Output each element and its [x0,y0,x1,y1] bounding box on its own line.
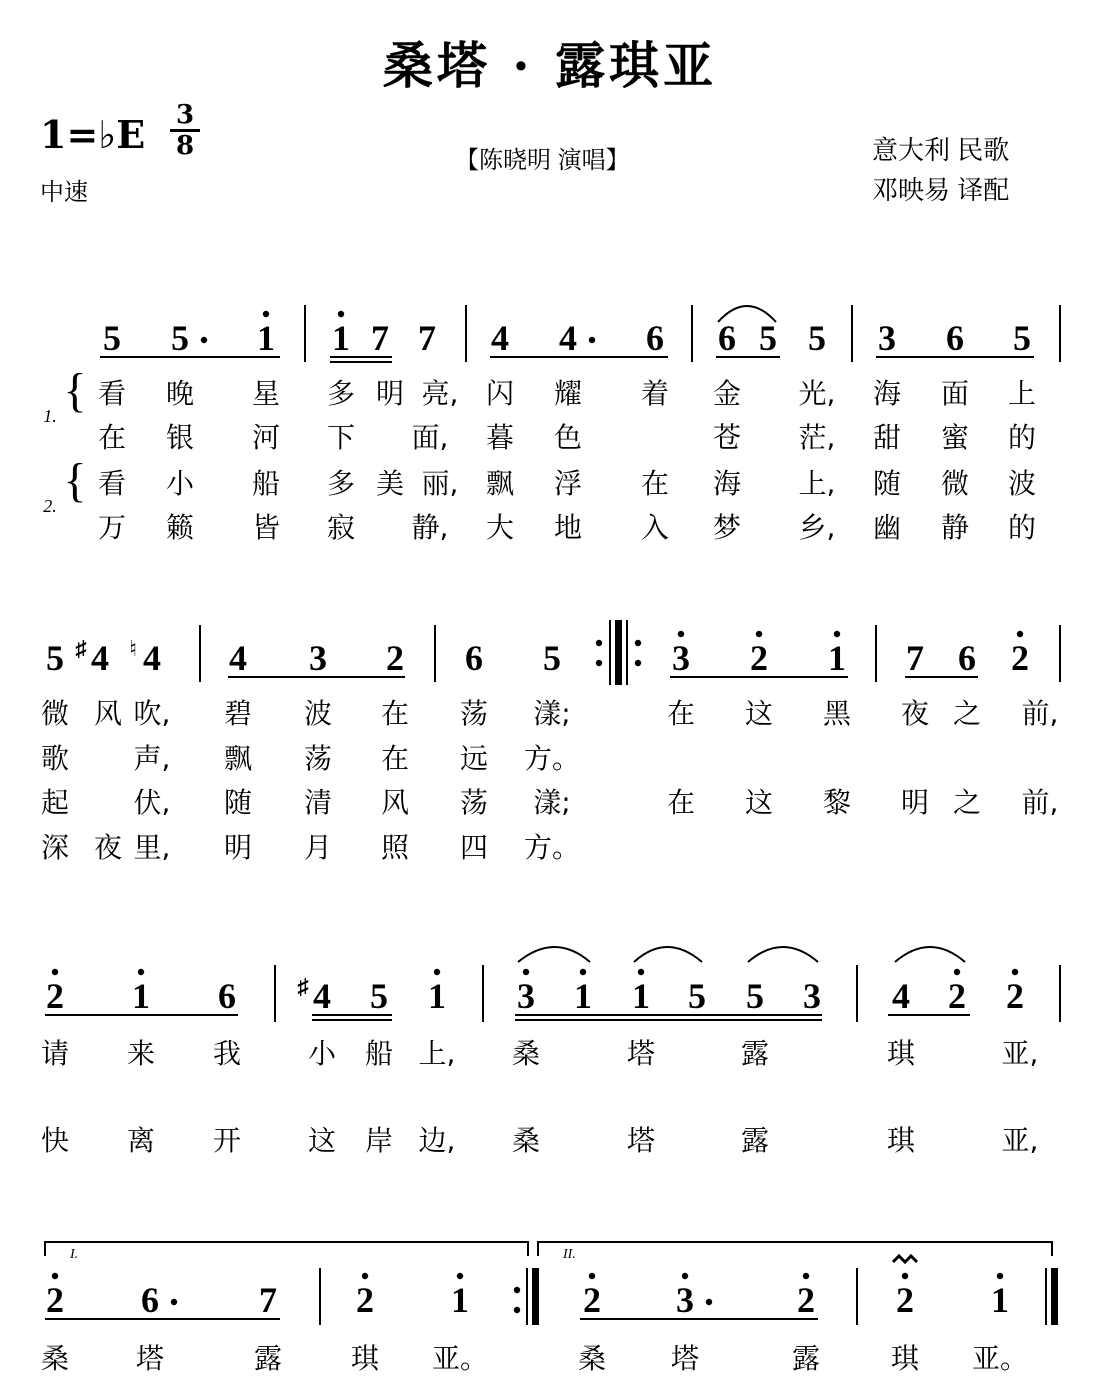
line1-note-2: 1 [257,318,275,358]
line2-note-8-high: 3 [672,638,690,678]
line3-lyric-v0-8: 露 [740,1037,770,1070]
line3-note-11: 3 [803,976,821,1016]
line3-lyric-v0-7: 塔 [626,1037,656,1070]
line4-note-7-high-high-dot [803,1273,809,1279]
tempo-marking: 中速 [40,179,88,206]
line1-note-1-aug-dot [201,337,207,343]
line2-note-13-high-high-dot [1017,631,1023,637]
line1-note-9: 6 [718,318,736,358]
line4-note-5-high-high-dot [589,1273,595,1279]
line1-note-5: 7 [418,318,436,358]
line3-lyric-v1-0: 快 [40,1124,70,1157]
line2-note-5: 2 [386,638,404,678]
line1-lyric-v3-7: 入 [640,511,670,544]
verse-2-label: 2. [43,496,57,516]
line1-lyric-v0-5: 亮, [421,377,459,410]
line3-note-14-high-high-dot [1012,969,1018,975]
line2-note-12: 6 [958,638,976,678]
line2-lyric-v0-12: 之 [952,697,982,730]
line1-lyric-v0-9: 金 [712,377,742,410]
ending-1-label: I. [70,1247,79,1262]
line3-note-0-high-high-dot [52,969,58,975]
line3-note-4: 5 [370,976,388,1016]
line4-note-7-high: 2 [797,1280,815,1320]
line2-lyric-v2-6: 漾; [533,786,571,819]
line2-note-1: 4 [91,638,109,678]
line4-lyric-1: 塔 [135,1342,165,1375]
line3-note-8-high: 1 [632,976,650,1016]
line1-lyric-v2-6: 飘 [485,467,515,500]
line2-lyric-v0-8: 在 [666,697,696,730]
line4-note-8-high-high-dot [902,1273,908,1279]
line3-tie-1 [518,947,590,962]
line3-note-9: 5 [688,976,706,1016]
line3-note-1-high-high-dot [138,969,144,975]
line1-lyric-v0-3: 多 [326,377,356,410]
line2-repeat-dot-3 [635,640,641,646]
line3-note-3-accidental: ♯ [297,974,309,999]
line2-lyric-v2-11: 之 [952,786,982,819]
origin-credit: 意大利 民歌 [872,135,1010,165]
line4-repeat-dot-1 [514,1287,520,1293]
line2-lyric-v1-0: 歌 [40,742,70,775]
line4-lyric-2: 露 [253,1342,283,1375]
line1-note-12: 3 [878,318,896,358]
line3-tie-3 [748,947,818,962]
line2-lyric-v2-9: 黎 [822,786,852,819]
line1-lyric-v3-3: 寂 [326,511,356,544]
line1-lyric-v2-10: 上, [798,467,836,500]
line2-lyric-v1-3: 荡 [303,742,333,775]
line1-lyric-v2-13: 波 [1007,467,1037,500]
line1-lyric-v1-6: 色 [553,421,583,454]
line2-lyric-v2-7: 在 [666,786,696,819]
line3-note-5-high: 1 [428,976,446,1016]
line2-lyric-v2-1: 伏, [133,786,171,819]
line3-note-12: 4 [892,976,910,1016]
line1-lyric-v3-4: 静, [411,511,449,544]
line3-tie-4 [895,947,965,962]
line1-lyric-v3-5: 大 [485,511,515,544]
line4-note-6-high-high-dot [682,1273,688,1279]
line4-note-0-high: 2 [46,1280,64,1320]
line4-lyric-3: 琪 [350,1342,380,1375]
line1-lyric-v2-1: 小 [165,467,195,500]
line2-lyric-v3-6: 四 [459,831,489,864]
line2-note-6: 6 [465,638,483,678]
line3-tie-2 [634,947,702,962]
line3-note-14-high: 2 [1006,976,1024,1016]
line1-lyric-v2-5: 丽, [421,467,459,500]
line4-note-4-high-high-dot [457,1273,463,1279]
line1-lyric-v1-3: 下 [326,421,356,454]
time-signature-numerator: 3 [175,100,195,130]
line3-lyric-v1-3: 这 [307,1124,337,1157]
line2-note-9-high: 2 [750,638,768,678]
line1-lyric-v0-0: 看 [97,377,127,410]
line2-lyric-v0-9: 这 [744,697,774,730]
line2-lyric-v2-5: 荡 [459,786,489,819]
line1-lyric-v0-6: 闪 [485,377,515,410]
line2-lyric-v2-3: 清 [303,786,333,819]
line1-lyric-v1-5: 暮 [485,421,515,454]
line2-lyric-v0-3: 碧 [223,697,253,730]
line3-lyric-v0-4: 船 [364,1037,394,1070]
line1-lyric-v2-9: 海 [712,467,742,500]
line1-lyric-v1-4: 面, [411,421,449,454]
line1-note-11: 5 [808,318,826,358]
line3-note-0-high: 2 [46,976,64,1016]
line2-lyric-v0-6: 荡 [459,697,489,730]
ending-2-label: II. [563,1247,576,1262]
line3-lyric-v1-5: 边, [418,1124,456,1157]
line4-final-thick [1051,1268,1058,1325]
line4-ornament [893,1256,917,1262]
line2-lyric-v2-8: 这 [744,786,774,819]
line3-lyric-v0-6: 桑 [511,1037,541,1070]
line2-note-2: 4 [143,638,161,678]
line4-note-5-high: 2 [583,1280,601,1320]
line2-lyric-v2-4: 风 [380,786,410,819]
line1-lyric-v1-1: 银 [165,421,195,454]
line2-repeat-dot-2 [596,660,602,666]
line1-note-0: 5 [103,318,121,358]
line2-note-4: 3 [309,638,327,678]
line4-note-3-high: 2 [356,1280,374,1320]
line3-lyric-v0-10: 亚, [1001,1037,1039,1070]
line1-lyric-v0-12: 面 [940,377,970,410]
line4-lyric-5: 桑 [577,1342,607,1375]
line3-note-8-high-high-dot [638,969,644,975]
line3-note-7-high-high-dot [580,969,586,975]
line1-lyric-v3-0: 万 [97,511,127,544]
line1-lyric-v2-2: 船 [251,467,281,500]
line3-lyric-v0-0: 请 [40,1037,70,1070]
line1-note-1: 5 [171,318,189,358]
song-title: 桑塔 · 露琪亚 [382,36,718,95]
line2-lyric-v2-10: 明 [900,786,930,819]
line1-lyric-v1-0: 在 [97,421,127,454]
line1-lyric-v3-9: 乡, [798,511,836,544]
line2-note-8-high-high-dot [678,631,684,637]
line1-lyric-v3-2: 皆 [251,511,281,544]
line4-lyric-6: 塔 [670,1342,700,1375]
line1-lyric-v3-10: 幽 [872,511,902,544]
line1-lyric-v3-1: 籁 [165,511,195,544]
line2-lyric-v3-1: 夜 [93,831,123,864]
line4-lyric-8: 琪 [890,1342,920,1375]
line3-lyric-v1-10: 亚, [1001,1124,1039,1157]
line3-lyric-v0-9: 琪 [886,1037,916,1070]
line1-lyric-v2-12: 微 [940,467,970,500]
line1-lyric-v0-1: 晚 [165,377,195,410]
line2-lyric-v3-5: 照 [380,831,410,864]
line2-repeat-dot-4 [635,660,641,666]
line1-note-3: 1 [332,318,350,358]
line2-repeat-thick [615,620,622,685]
line1-note-4: 7 [371,318,389,358]
line3-lyric-v0-2: 我 [212,1037,242,1070]
line3-lyric-v1-7: 塔 [626,1124,656,1157]
line1-note-10: 5 [759,318,777,358]
line1-lyric-v1-2: 河 [251,421,281,454]
line2-note-10-high-high-dot [834,631,840,637]
line1-lyric-v2-3: 多 [326,467,356,500]
line2-note-7: 5 [543,638,561,678]
line2-lyric-v0-7: 漾; [533,697,571,730]
line3-lyric-v0-1: 来 [126,1037,156,1070]
line4-note-6-high: 3 [676,1280,694,1320]
line1-lyric-v1-11: 的 [1007,421,1037,454]
line3-lyric-v1-8: 露 [740,1124,770,1157]
line1-lyric-v2-11: 随 [872,467,902,500]
line3-note-1-high: 1 [132,976,150,1016]
line4-note-1-aug-dot [171,1299,177,1305]
line3-lyric-v1-4: 岸 [364,1124,394,1157]
line2-lyric-v1-1: 声, [133,742,171,775]
line1-note-3-high-dot [338,311,344,317]
line1-note-8: 6 [646,318,664,358]
line4-note-8-high: 2 [896,1280,914,1320]
line1-lyric-v3-6: 地 [553,511,583,544]
key-signature-text: 1=♭E [40,112,146,157]
ending-2-bracket [538,1242,1052,1256]
line4-note-3-high-high-dot [362,1273,368,1279]
line3-lyric-v1-9: 琪 [886,1124,916,1157]
line1-lyric-v3-8: 梦 [712,511,742,544]
line1-note-7-aug-dot [589,337,595,343]
line4-repeat-thick [532,1268,539,1325]
ending-1-bracket [45,1242,528,1256]
line1-lyric-v0-11: 海 [872,377,902,410]
verse-1-brace: { [63,364,87,417]
line1-lyric-v2-4: 美 [375,467,405,500]
line1-note-13: 6 [946,318,964,358]
line2-lyric-v1-5: 远 [459,742,489,775]
line3-note-3: 4 [313,976,331,1016]
line2-lyric-v0-11: 夜 [900,697,930,730]
line2-lyric-v0-0: 微 [40,697,70,730]
line2-note-2-accidental: ♮ [129,636,137,661]
line2-lyric-v0-1: 风 [93,697,123,730]
arranger-credit: 邓映易 译配 [872,175,1010,205]
line4-note-9-high-high-dot [997,1273,1003,1279]
line1-lyric-v3-12: 的 [1007,511,1037,544]
line2-lyric-v0-5: 在 [380,697,410,730]
line2-note-1-accidental: ♯ [75,636,87,661]
line1-note-6: 4 [491,318,509,358]
line2-lyric-v2-2: 随 [223,786,253,819]
line2-note-13-high: 2 [1011,638,1029,678]
line1-note-2-high-dot [263,311,269,317]
line3-note-10: 5 [746,976,764,1016]
line1-lyric-v1-10: 蜜 [940,421,970,454]
line3-note-13-high-high-dot [954,969,960,975]
line2-lyric-v2-12: 前, [1021,786,1059,819]
line1-lyric-v0-13: 上 [1007,377,1037,410]
line2-note-9-high-high-dot [756,631,762,637]
line3-note-6-high-high-dot [523,969,529,975]
line3-note-13-high: 2 [948,976,966,1016]
line2-lyric-v1-4: 在 [380,742,410,775]
line1-lyric-v0-7: 耀 [553,377,583,410]
time-signature-denominator: 8 [175,131,195,161]
line1-lyric-v1-7: 苍 [712,421,742,454]
line1-lyric-v0-10: 光, [798,377,836,410]
line1-lyric-v1-8: 茫, [798,421,836,454]
line1-note-7: 4 [559,318,577,358]
line2-lyric-v1-2: 飘 [223,742,253,775]
line2-lyric-v3-0: 深 [40,831,70,864]
line2-lyric-v0-4: 波 [303,697,333,730]
line3-note-2: 6 [218,976,236,1016]
line3-lyric-v1-1: 离 [126,1124,156,1157]
line3-note-6-high: 3 [517,976,535,1016]
line1-lyric-v0-4: 明 [375,377,405,410]
line4-lyric-0: 桑 [40,1342,70,1375]
line1-note-14: 5 [1013,318,1031,358]
verse-1-label: 1. [43,406,57,426]
line1-lyric-v2-8: 在 [640,467,670,500]
line3-lyric-v0-3: 小 [307,1037,337,1070]
line1-lyric-v2-7: 浮 [553,467,583,500]
line2-note-3: 4 [229,638,247,678]
line2-note-0: 5 [46,638,64,678]
line3-lyric-v1-2: 开 [212,1124,242,1157]
line2-note-11: 7 [906,638,924,678]
line2-note-10-high: 1 [828,638,846,678]
line3-note-7-high: 1 [574,976,592,1016]
line2-lyric-v1-6: 方。 [523,742,581,775]
line4-note-9-high: 1 [991,1280,1009,1320]
line4-note-0-high-high-dot [52,1273,58,1279]
line4-lyric-4: 亚。 [431,1342,489,1375]
line2-repeat-dot-1 [596,640,602,646]
line4-note-4-high: 1 [451,1280,469,1320]
line2-lyric-v0-10: 黑 [822,697,852,730]
line4-lyric-9: 亚。 [971,1342,1029,1375]
line1-lyric-v3-11: 静 [940,511,970,544]
line1-lyric-v0-8: 着 [640,377,670,410]
line2-lyric-v0-13: 前, [1021,697,1059,730]
line2-lyric-v2-0: 起 [40,786,70,819]
line4-lyric-7: 露 [791,1342,821,1375]
line1-lyric-v1-9: 甜 [872,421,902,454]
line2-lyric-v3-2: 里, [133,831,171,864]
line2-lyric-v3-4: 月 [303,831,333,864]
line2-lyric-v3-3: 明 [223,831,253,864]
verse-2-brace: { [63,454,87,507]
line4-note-1: 6 [141,1280,159,1320]
line3-lyric-v1-6: 桑 [511,1124,541,1157]
line1-lyric-v0-2: 星 [251,377,281,410]
line4-note-6-high-aug-dot [706,1299,712,1305]
line4-note-2: 7 [259,1280,277,1320]
line4-repeat-dot-2 [514,1307,520,1313]
line3-note-5-high-high-dot [434,969,440,975]
line3-lyric-v0-5: 上, [418,1037,456,1070]
line2-lyric-v0-2: 吹, [133,697,171,730]
line1-lyric-v2-0: 看 [97,467,127,500]
line2-lyric-v3-7: 方。 [523,831,581,864]
performer-credit: 【陈晓明 演唱】 [455,147,630,174]
